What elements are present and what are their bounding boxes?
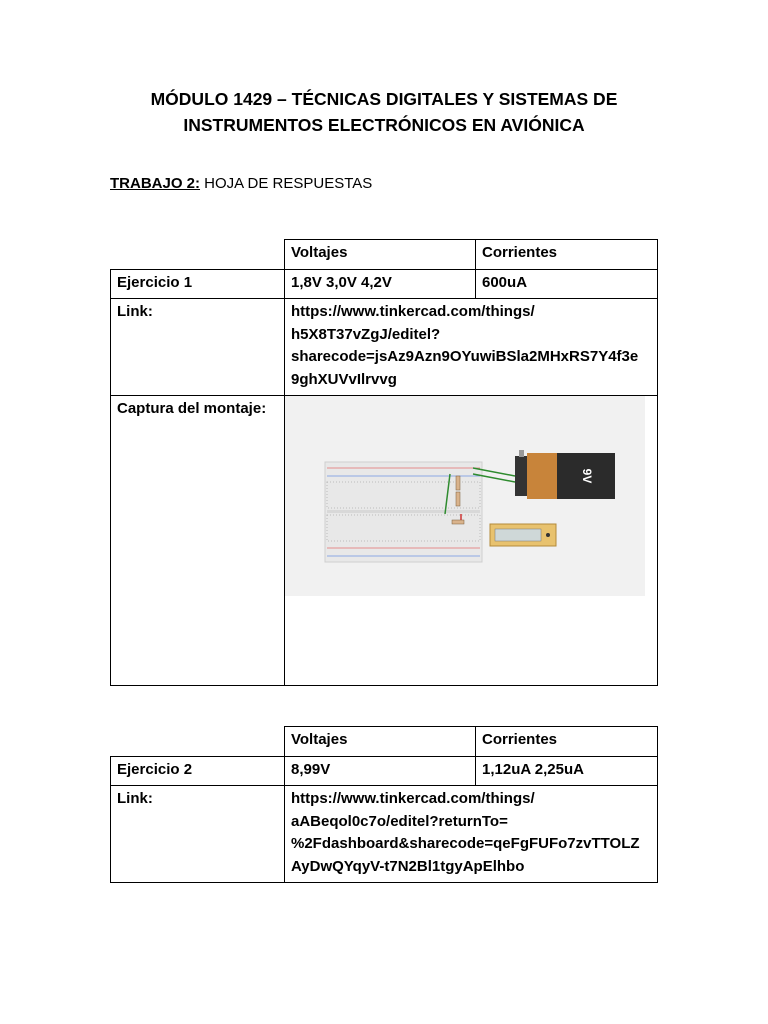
link-line: https://www.tinkercad.com/things/: [291, 303, 535, 320]
subtitle: [110, 175, 372, 192]
tinkercad-link[interactable]: [285, 786, 658, 883]
link-line: AyDwQYqyV-t7N2Bl1tgyApElhbo: [291, 857, 525, 875]
battery-label: 9V: [580, 468, 594, 484]
title-line-1: MÓDULO 1429 – TÉCNICAS DIGITALES Y SISTEMAS DE: [150, 89, 618, 109]
link-line: sharecode=jsAz9Azn9OYuwiBSla2MHxRS7Y4f3e: [291, 348, 639, 365]
link-label: Link:: [111, 786, 285, 883]
link-line: https://www.tinkercad.com/things/: [291, 790, 535, 807]
multimeter: [490, 524, 556, 546]
circuit-screenshot: [285, 396, 645, 596]
row-label-ejercicio-1: Ejercicio 1: [111, 269, 285, 299]
link-line: %2Fdashboard&sharecode=qeFgFUFo7zvTTOLZ: [291, 835, 640, 852]
voltajes-value: 8,99V: [285, 756, 476, 786]
subtitle-text: HOJA DE RESPUESTAS: [200, 175, 373, 192]
link-label: Link:: [111, 299, 285, 396]
empty-header-cell: [111, 727, 285, 757]
row-label-ejercicio-2: Ejercicio 2: [111, 756, 285, 786]
link-line: aABeqol0c7o/editel?returnTo=: [291, 812, 508, 830]
title-line-2: INSTRUMENTOS ELECTRÓNICOS EN AVIÓNICA: [183, 115, 585, 135]
header-voltajes: Voltajes: [285, 727, 476, 757]
empty-header-cell: [111, 240, 285, 270]
header-corrientes: Corrientes: [476, 240, 658, 270]
document-title: [100, 86, 668, 138]
exercise-2-table: [110, 726, 658, 883]
tinkercad-link[interactable]: [285, 299, 658, 396]
header-voltajes: Voltajes: [285, 240, 476, 270]
battery-9v: [515, 450, 615, 499]
capture-cell: [285, 396, 658, 686]
link-line: 9ghXUVvIlrvvg: [291, 370, 397, 388]
voltajes-value: 1,8V 3,0V 4,2V: [285, 269, 476, 299]
subtitle-label: TRABAJO 2:: [110, 175, 201, 192]
corrientes-value: 600uA: [476, 269, 658, 299]
capture-label: Captura del montaje:: [111, 396, 285, 686]
link-line: h5X8T37vZgJ/editel?: [291, 325, 441, 343]
header-corrientes: Corrientes: [476, 727, 658, 757]
exercise-1-table: [110, 239, 658, 686]
corrientes-value: 1,12uA 2,25uA: [476, 756, 658, 786]
